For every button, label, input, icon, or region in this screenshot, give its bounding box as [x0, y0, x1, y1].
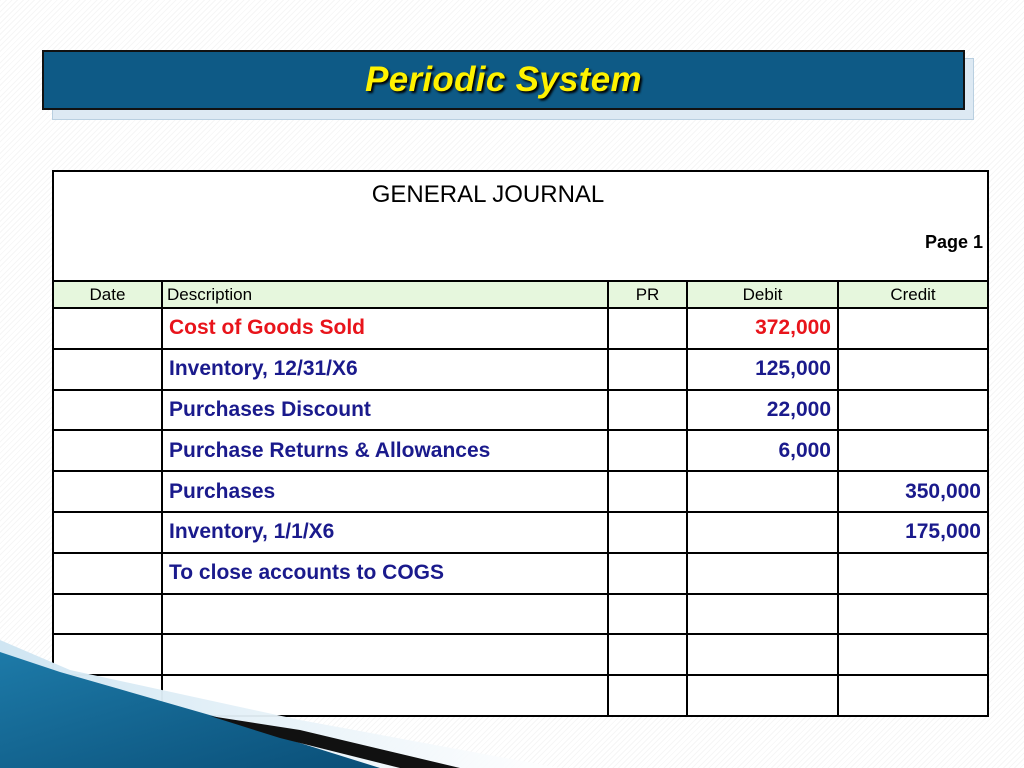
credit-cell: [838, 430, 987, 471]
pr-cell: [608, 471, 687, 512]
debit-cell: 22,000: [687, 390, 838, 431]
credit-cell: [838, 594, 987, 635]
credit-cell: [838, 349, 987, 390]
journal-row: [54, 553, 987, 594]
credit-cell: 175,000: [838, 512, 987, 553]
column-header-credit: Credit: [838, 282, 987, 308]
date-cell: [54, 349, 162, 390]
debit-cell: 125,000: [687, 349, 838, 390]
date-cell: [54, 390, 162, 431]
debit-cell: 6,000: [687, 430, 838, 471]
description-cell: Purchases Discount: [162, 390, 608, 431]
debit-cell: [687, 553, 838, 594]
pr-cell: [608, 512, 687, 553]
date-cell: [54, 471, 162, 512]
title-banner: [42, 50, 965, 110]
debit-cell: 372,000: [687, 308, 838, 349]
debit-cell: [687, 512, 838, 553]
date-cell: [54, 512, 162, 553]
description-cell: Inventory, 12/31/X6: [162, 349, 608, 390]
journal-row: [54, 308, 987, 349]
pr-cell: [608, 390, 687, 431]
pr-cell: [608, 594, 687, 635]
description-cell: Inventory, 1/1/X6: [162, 512, 608, 553]
page-number: Page 1: [924, 232, 983, 252]
journal-title: GENERAL JOURNAL: [371, 181, 605, 208]
date-cell: [54, 308, 162, 349]
column-header-debit: Debit: [687, 282, 838, 308]
journal-row: [54, 430, 987, 471]
description-cell: To close accounts to COGS: [162, 553, 608, 594]
date-cell: [54, 594, 162, 635]
column-header-date: Date: [54, 282, 162, 308]
description-cell: Purchase Returns & Allowances: [162, 430, 608, 471]
journal-row: [54, 512, 987, 553]
slide-title: Periodic System: [365, 60, 642, 99]
journal-row: [54, 594, 987, 635]
credit-cell: [838, 308, 987, 349]
date-cell: [54, 430, 162, 471]
pr-cell: [608, 430, 687, 471]
credit-cell: [838, 553, 987, 594]
general-journal: [52, 170, 989, 717]
debit-cell: [687, 594, 838, 635]
pr-cell: [608, 349, 687, 390]
credit-cell: [838, 390, 987, 431]
date-cell: [54, 553, 162, 594]
debit-cell: [687, 471, 838, 512]
description-cell: Purchases: [162, 471, 608, 512]
column-header-row: [54, 282, 987, 308]
column-header-pr: PR: [608, 282, 687, 308]
description-cell: [162, 594, 608, 635]
journal-row: [54, 471, 987, 512]
journal-row: [54, 349, 987, 390]
description-cell: Cost of Goods Sold: [162, 308, 608, 349]
credit-cell: 350,000: [838, 471, 987, 512]
pr-cell: [608, 308, 687, 349]
column-header-description: Description: [162, 282, 608, 308]
pr-cell: [608, 553, 687, 594]
decorative-swoosh: [0, 640, 1024, 768]
journal-header: [54, 172, 987, 282]
journal-row: [54, 390, 987, 431]
